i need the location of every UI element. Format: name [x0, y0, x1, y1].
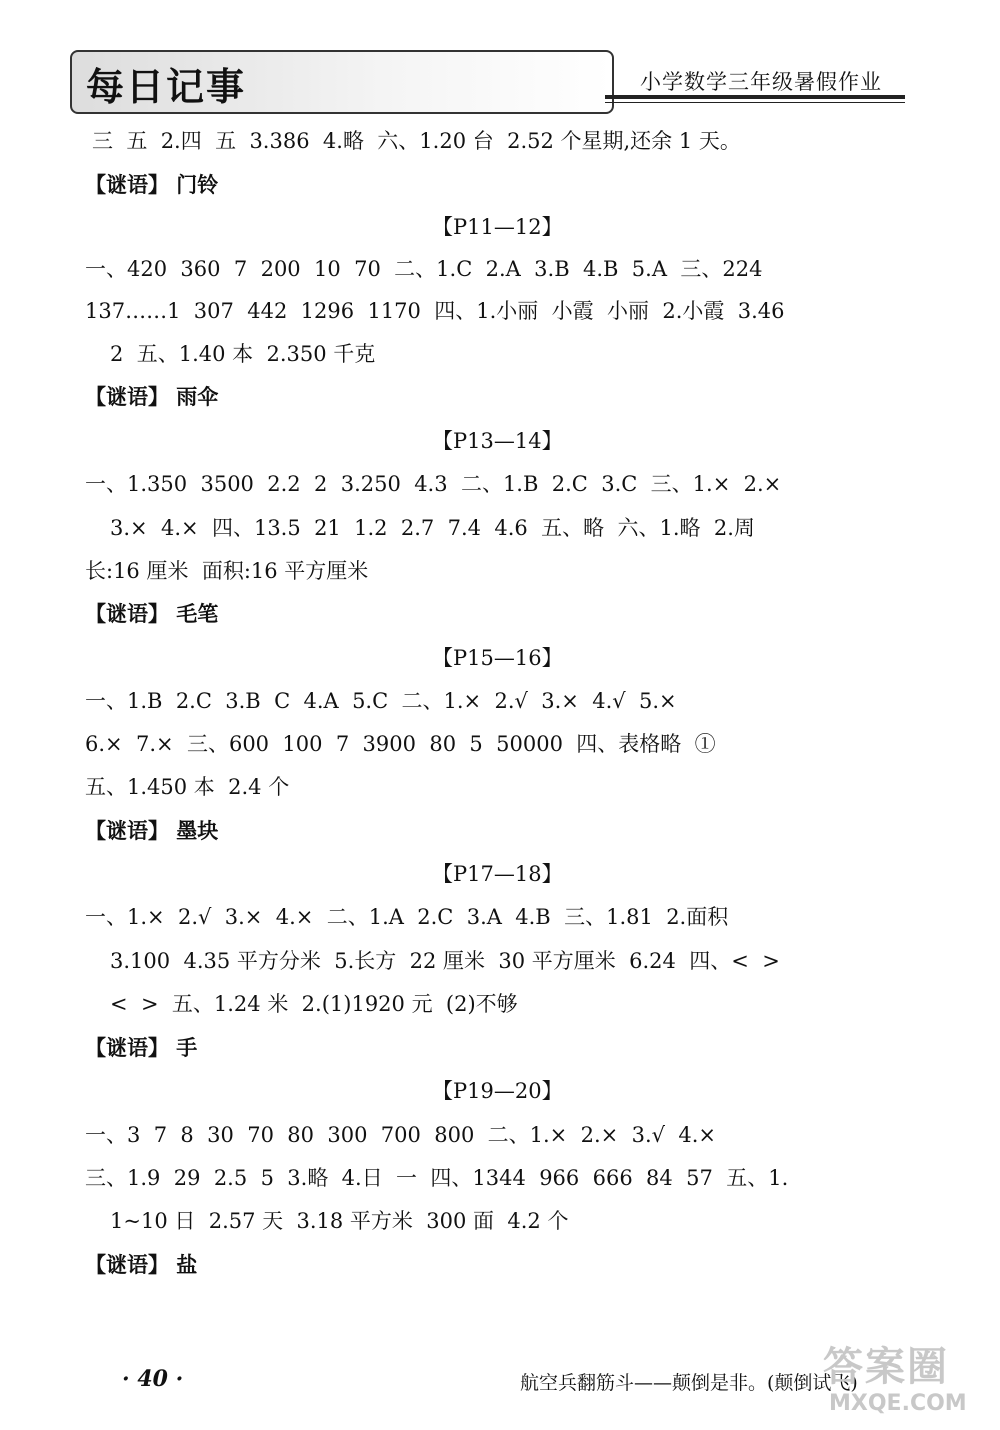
page-number: · 40 · — [122, 1366, 184, 1392]
answer-line: 3.× 4.× 四、13.5 21 1.2 2.7 7.4 4.6 五、略 六、1.略 2.周 — [110, 516, 755, 540]
riddle-line: 【谜语】 墨块 — [85, 819, 219, 843]
section-heading: 【P13—14】 — [432, 429, 563, 453]
section-heading: 【P17—18】 — [432, 862, 563, 886]
answer-line: 137……1 307 442 1296 1170 四、1.小丽 小霞 小丽 2.小霞 3.46 — [85, 299, 785, 323]
answer-line: 1~10 日 2.57 天 3.18 平方米 300 面 4.2 个 — [110, 1209, 569, 1233]
answer-line: 三 五 2.四 五 3.386 4.略 六、1.20 台 2.52 个星期,还余 1 天。 — [92, 129, 741, 153]
section-heading: 【P15—16】 — [432, 646, 563, 670]
watermark-text: 答案圈 — [823, 1344, 949, 1390]
riddle-line: 【谜语】 毛笔 — [85, 602, 219, 626]
riddle-line: 【谜语】 盐 — [85, 1253, 198, 1277]
riddle-line: 【谜语】 雨伞 — [85, 385, 219, 409]
watermark-url: MXQE.COM — [829, 1391, 967, 1416]
answer-line: 3.100 4.35 平方分米 5.长方 22 厘米 30 平方厘米 6.24 四、< > — [110, 949, 780, 973]
riddle-line: 【谜语】 门铃 — [85, 173, 219, 197]
answer-line: 一、420 360 7 200 10 70 二、1.C 2.A 3.B 4.B 5.A 三、224 — [85, 257, 763, 281]
answer-line: < > 五、1.24 米 2.(1)1920 元 (2)不够 — [110, 992, 518, 1016]
section-heading: 【P11—12】 — [432, 215, 563, 239]
answer-line: 一、1.350 3500 2.2 2 3.250 4.3 二、1.B 2.C 3.C 三、1.× 2.× — [85, 472, 782, 496]
answer-line: 一、3 7 8 30 70 80 300 700 800 二、1.× 2.× 3.√ 4.× — [85, 1123, 717, 1147]
answer-line: 6.× 7.× 三、600 100 7 3900 80 5 50000 四、表格略 ① — [85, 732, 716, 756]
answer-line: 一、1.B 2.C 3.B C 4.A 5.C 二、1.× 2.√ 3.× 4.√ 5.× — [85, 689, 677, 713]
answer-line: 长:16 厘米 面积:16 平方厘米 — [85, 559, 369, 583]
header-title: 每日记事 — [86, 65, 247, 109]
header-subtitle: 小学数学三年级暑假作业 — [640, 70, 882, 94]
footer-quote: 航空兵翻筋斗——颠倒是非。(颠倒试飞) — [520, 1372, 858, 1394]
watermark-logo — [815, 1335, 990, 1425]
riddle-line: 【谜语】 手 — [85, 1036, 198, 1060]
answer-line: 三、1.9 29 2.5 5 3.略 4.日 一 四、1344 966 666 84 57 五、1. — [85, 1166, 789, 1190]
section-heading: 【P19—20】 — [432, 1079, 563, 1103]
answer-line: 2 五、1.40 本 2.350 千克 — [110, 342, 376, 366]
answer-line: 一、1.× 2.√ 3.× 4.× 二、1.A 2.C 3.A 4.B 三、1.81 2.面积 — [85, 905, 729, 929]
answer-line: 五、1.450 本 2.4 个 — [85, 775, 290, 799]
